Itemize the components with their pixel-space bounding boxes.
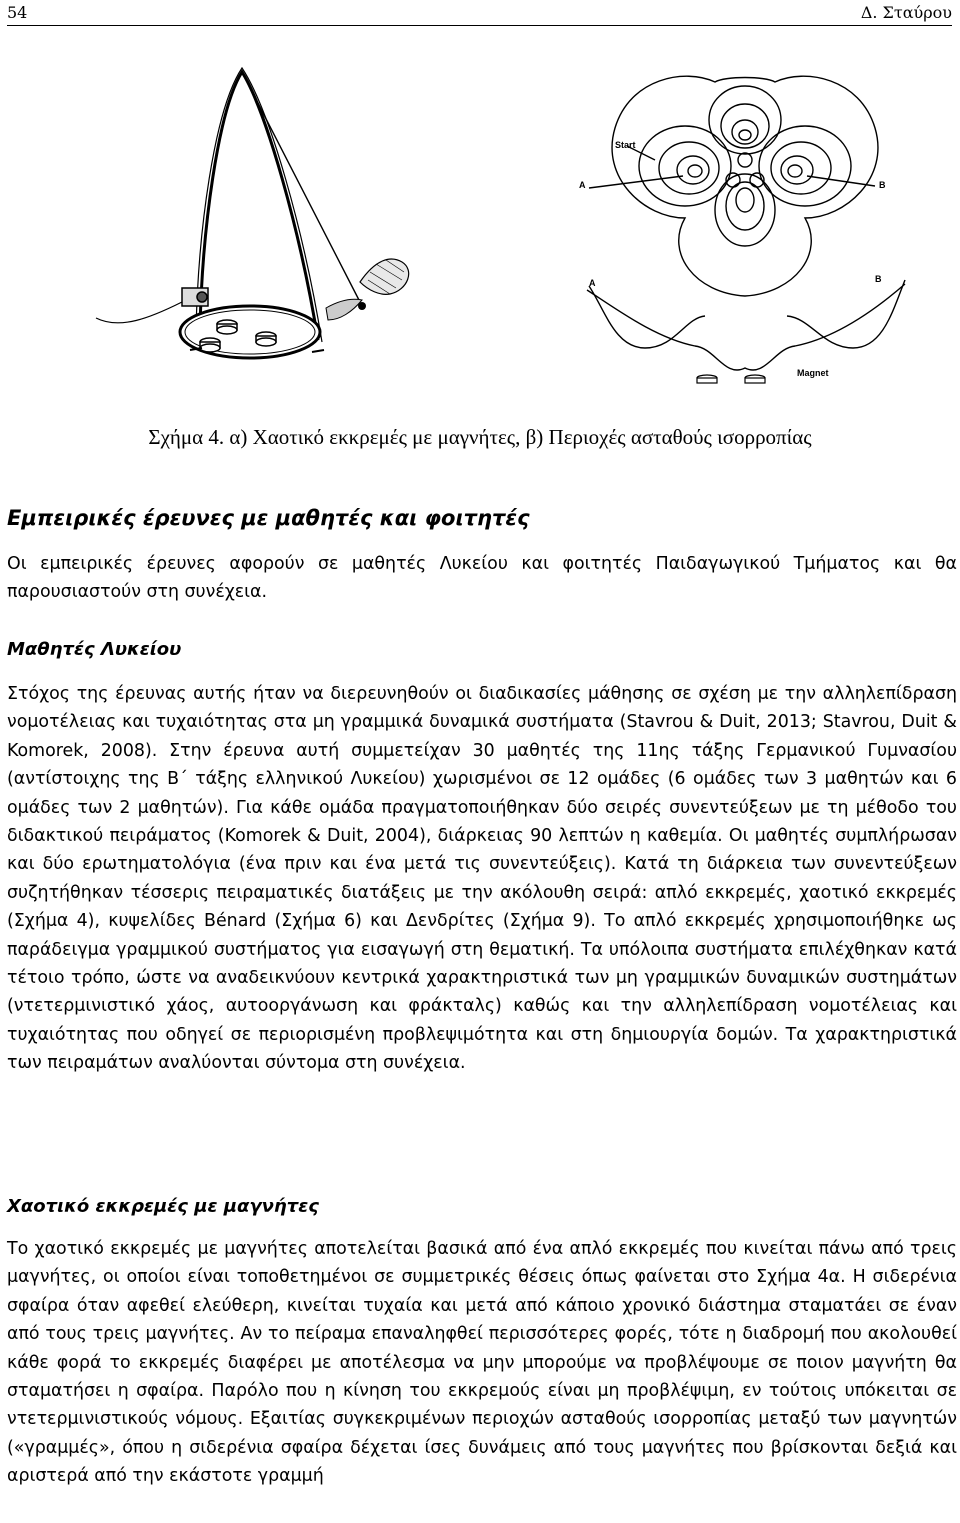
- running-author: Δ. Σταύρου: [860, 3, 952, 22]
- label-start: Start: [615, 140, 636, 150]
- section-heading: Εμπειρικές έρευνες με μαθητές και φοιτητές: [7, 506, 530, 530]
- page-header: [0, 0, 960, 30]
- paragraph-pendulum: Το χαοτικό εκκρεμές με μαγνήτες αποτελείται βασικά από ένα απλό εκκρεμές που κινείται πάνω από τρεις μαγνήτες, οι οποίοι είναι τοποθετημένοι σε συμμετρικές θέσεις όπως φαίνεται στο Σχήμα 4α. Η σιδερένια σφαίρα όταν αφεθεί ελεύθερη, κινείται τυχαία και μετά από κάποιο χρονικό διάστημα σταματάει σε έναν από τους τρεις μαγνήτες. Αν το πείραμα επαναληφθεί περισσότερες φορές, τότε η διαδρομή που ακολουθεί κάθε φορά το εκκρεμές διαφέρει με αποτέλεσμα να μην μπορούμε να προβλέψουμε σε ποιον μαγνήτη θα σταματήσει η σφαίρα. Παρόλο που η κίνηση του εκκρεμούς είναι μη προβλέψιμη, εν τούτοις υπόκειται σε ντετερμινιστικούς νόμους. Εξαιτίας συγκεκριμένων περιοχών ασταθούς ισορροπίας μεταξύ των μαγνητών («γραμμές», όπου η σιδερένια σφαίρα δέχεται ίσες δυνάμεις από τους μαγνήτες που βρίσκονται δεξιά και αριστερά από την εκάστοτε γραμμή: [7, 1239, 957, 1487]
- subsection-lyceum-students: [7, 636, 957, 1078]
- header-rule: [7, 25, 952, 26]
- figure-caption: Σχήμα 4. α) Χαοτικό εκκρεμές με μαγνήτες, β) Περιοχές ασταθούς ισορροπίας: [148, 425, 812, 449]
- label-b-lower: B: [875, 274, 882, 284]
- label-a-upper: A: [579, 180, 586, 190]
- page-number: 54: [7, 3, 28, 22]
- section-intro: Οι εμπειρικές έρευνες αφορούν σε μαθητές Λυκείου και φοιτητές Παιδαγωγικού Τμήματος και θα παρουσιαστούν στη συνέχεια.: [7, 554, 957, 603]
- paragraph-lyceum: Στόχος της έρευνας αυτής ήταν να διερευνηθούν οι διαδικασίες μάθησης σε σχέση με την αλληλεπίδραση νομοτέλειας και τυχαιότητας στα μη γραμμικά δυναμικά συστήματα (Stavrou & Duit, 2013; Stavrou, Duit & Komorek, 2008). Στην έρευνα αυτή συμμετείχαν 30 μαθητές της 11ης τάξης Γερμανικού Γυμνασίου (αντίστοιχης της Β΄ τάξης ελληνικού Λυκείου) χωρισμένοι σε 12 ομάδες (6 ομάδες των 3 μαθητών και 6 ομάδες των 2 μαθητών). Για κάθε ομάδα πραγματοποιήθηκαν δύο σειρές συνεντεύξεων με τη μέθοδο του διδακτικού πειράματος (Komorek & Duit, 2004), διάρκειας 90 λεπτών η καθεμία. Οι μαθητές συμπλήρωσαν και δύο ερωτηματολόγια (ένα πριν και ένα μετά τις συνεντεύξεις). Κατά τη διάρκεια των συνεντεύξεων συζητήθηκαν τέσσερις πειραματικές διατάξεις με την ακόλουθη σειρά: απλό εκκρεμές, χαοτικό εκκρεμές (Σχήμα 4), κυψελίδες Bénard (Σχήμα 6) και Δενδρίτες (Σχήμα 9). Το απλό εκκρεμές χρησιμοποιήθηκε ως παράδειγμα γραμμικού συστήματος για εισαγωγή στη θεματική. Τα υπόλοιπα συστήματα επιλέχθηκαν κατά τέτοιο τρόπο, ώστε να αναδεικνύουν κεντρικά χαρακτηριστικά των μη γραμμικών δυναμικών συστημάτων (ντετερμινιστικό χάος, αυτοοργάνωση και φράκταλς) καθώς και την αλληλεπίδραση νομοτέλειας και τυχαιότητας που οδηγεί σε περιορισμένη προβλεψιμότητα και στη δημιουργία δομών. Τα χαρακτηριστικά των πειραμάτων αναλύονται σύντομα στη συνέχεια.: [7, 684, 957, 1074]
- label-magnet: Magnet: [797, 368, 829, 378]
- unstable-equilibrium-diagram: [575, 48, 930, 388]
- subsection-heading-pendulum: Χαοτικό εκκρεμές με μαγνήτες: [7, 1196, 319, 1217]
- section-empirical-research: [7, 503, 957, 607]
- pendulum-illustration: [90, 50, 450, 380]
- subsection-chaotic-pendulum: [7, 1193, 957, 1491]
- subsection-heading-lyceum: Μαθητές Λυκείου: [7, 639, 182, 660]
- label-b-upper: B: [879, 180, 886, 190]
- label-a-lower: A: [589, 278, 596, 288]
